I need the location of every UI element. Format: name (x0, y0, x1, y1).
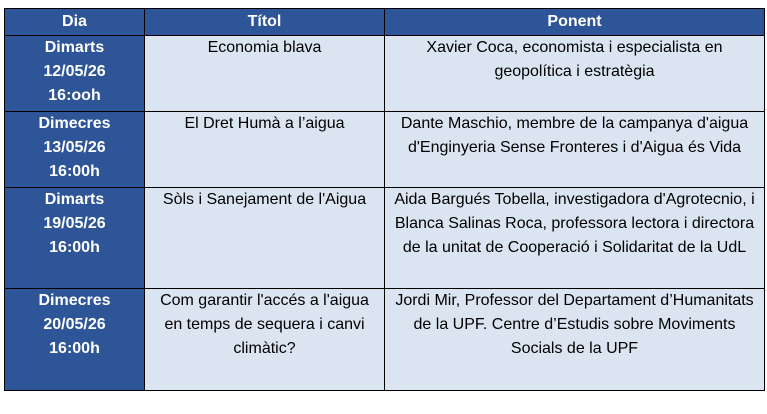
date: 20/05/26 (43, 316, 106, 333)
header-titol: Títol (145, 9, 385, 36)
time: 16:00h (49, 340, 100, 357)
day-cell (5, 289, 145, 391)
table-row (5, 188, 765, 289)
date: 13/05/26 (43, 139, 106, 156)
schedule-table (4, 8, 765, 391)
date: 12/05/26 (43, 63, 106, 80)
speaker-cell: Dante Maschio, membre de la campanya d'aigua d'Enginyeria Sense Fronteres i d'Aigua és Vida (385, 112, 765, 188)
time: 16:00h (49, 239, 100, 256)
day-cell (5, 112, 145, 188)
table-row (5, 112, 765, 188)
header-dia: Dia (5, 9, 145, 36)
speaker-cell: Xavier Coca, economista i especialista en geopolítica i estratègia (385, 36, 765, 112)
day-cell (5, 36, 145, 112)
date: 19/05/26 (43, 215, 106, 232)
day-cell (5, 188, 145, 289)
speaker-cell: Jordi Mir, Professor del Departament d’Humanitats de la UPF. Centre d’Estudis sobre Moviments Socials de la UPF (385, 289, 765, 391)
header-ponent: Ponent (385, 9, 765, 36)
time: 16:00h (49, 163, 100, 180)
weekday: Dimarts (44, 39, 105, 56)
speaker-cell: Aida Bargués Tobella, investigadora d'Agrotecnio, i Blanca Salinas Roca, professora lectora i directora de la unitat de Cooperació i Solidaritat de la UdL (385, 188, 765, 289)
header-row (5, 9, 765, 36)
table-row (5, 36, 765, 112)
time: 16:ooh (48, 87, 101, 104)
weekday: Dimarts (44, 191, 105, 208)
title-cell: Sòls i Sanejament de l'Aigua (145, 188, 385, 289)
title-cell: Economia blava (145, 36, 385, 112)
table-row (5, 289, 765, 391)
title-cell: Com garantir l'accés a l'aigua en temps de sequera i canvi climàtic? (145, 289, 385, 391)
title-cell: El Dret Humà a l’aigua (145, 112, 385, 188)
weekday: Dimecres (38, 115, 111, 132)
weekday: Dimecres (38, 292, 111, 309)
